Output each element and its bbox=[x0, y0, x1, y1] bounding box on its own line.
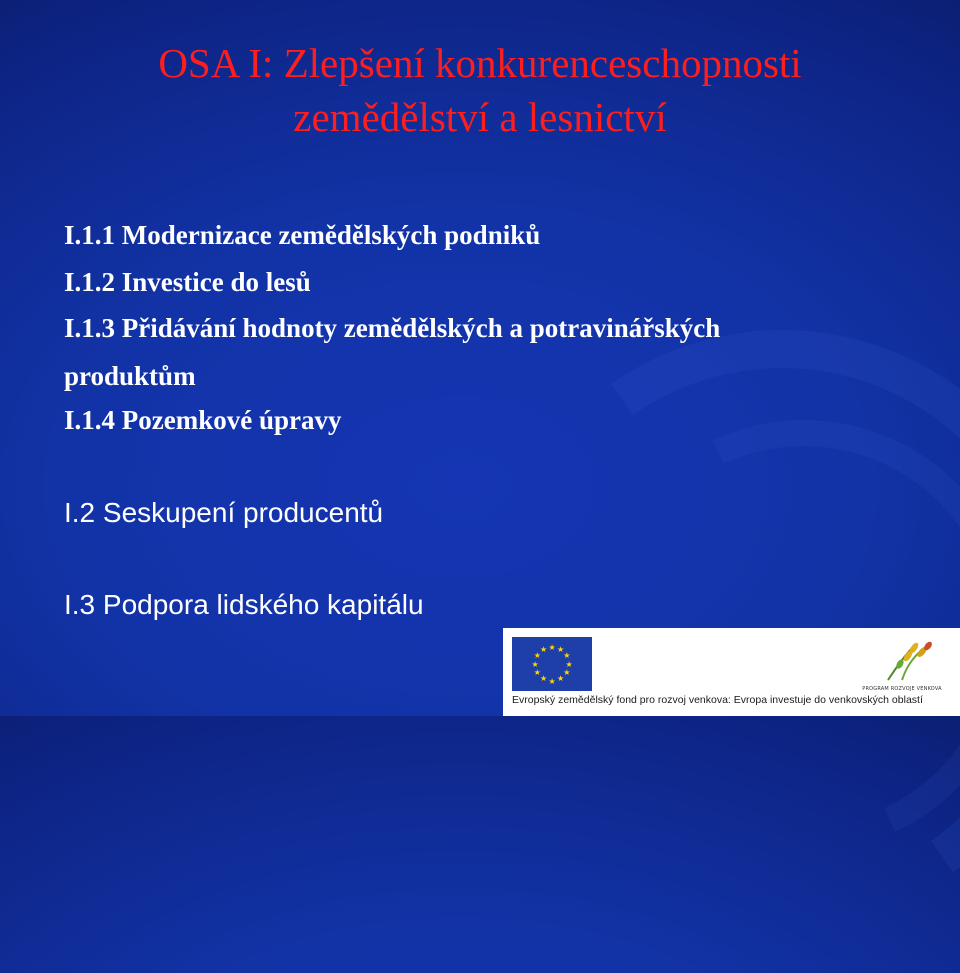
eu-star-icon: ★ bbox=[557, 674, 565, 684]
list-item-1-3: I.3 Podpora lidského kapitálu bbox=[64, 589, 424, 620]
list-item-1-2: I.2 Seskupení producentů bbox=[64, 497, 384, 528]
program-rozvoje-venkova-logo bbox=[858, 638, 946, 692]
list-item-1-1-3-continuation: produktům bbox=[64, 361, 196, 391]
wheat-logo-icon bbox=[858, 638, 946, 684]
logo-label: PROGRAM ROZVOJE VENKOVA bbox=[862, 686, 942, 692]
footer-banner bbox=[503, 628, 960, 716]
eu-star-icon: ★ bbox=[533, 668, 541, 677]
eu-star-icon: ★ bbox=[540, 644, 548, 654]
eu-star-icon: ★ bbox=[533, 651, 541, 660]
eu-star-icon: ★ bbox=[565, 659, 573, 669]
eu-star-icon: ★ bbox=[563, 668, 571, 677]
eu-star-icon: ★ bbox=[557, 644, 565, 654]
eu-star-icon: ★ bbox=[531, 659, 539, 669]
list-item-1-1-4: I.1.4 Pozemkové úpravy bbox=[64, 405, 342, 435]
eu-star-icon: ★ bbox=[548, 676, 556, 686]
eu-star-icon: ★ bbox=[563, 651, 571, 660]
list-item-1-1-2: I.1.2 Investice do lesů bbox=[64, 267, 311, 297]
title-line-1: OSA I: Zlepšení konkurenceschopnosti bbox=[158, 40, 802, 86]
list-item-1-1-3: I.1.3 Přidávání hodnoty zemědělských a potravinářských bbox=[64, 313, 721, 343]
eu-star-icon: ★ bbox=[540, 674, 548, 684]
list-item-1-1-1: I.1.1 Modernizace zemědělských podniků bbox=[64, 220, 541, 250]
eu-flag-icon bbox=[512, 637, 592, 691]
slide-title bbox=[0, 36, 960, 144]
title-line-2: zemědělství a lesnictví bbox=[293, 94, 667, 140]
eu-star-icon: ★ bbox=[548, 642, 556, 652]
footer-caption: Evropský zemědělský fond pro rozvoj venkova: Evropa investuje do venkovských oblastí bbox=[512, 694, 923, 706]
